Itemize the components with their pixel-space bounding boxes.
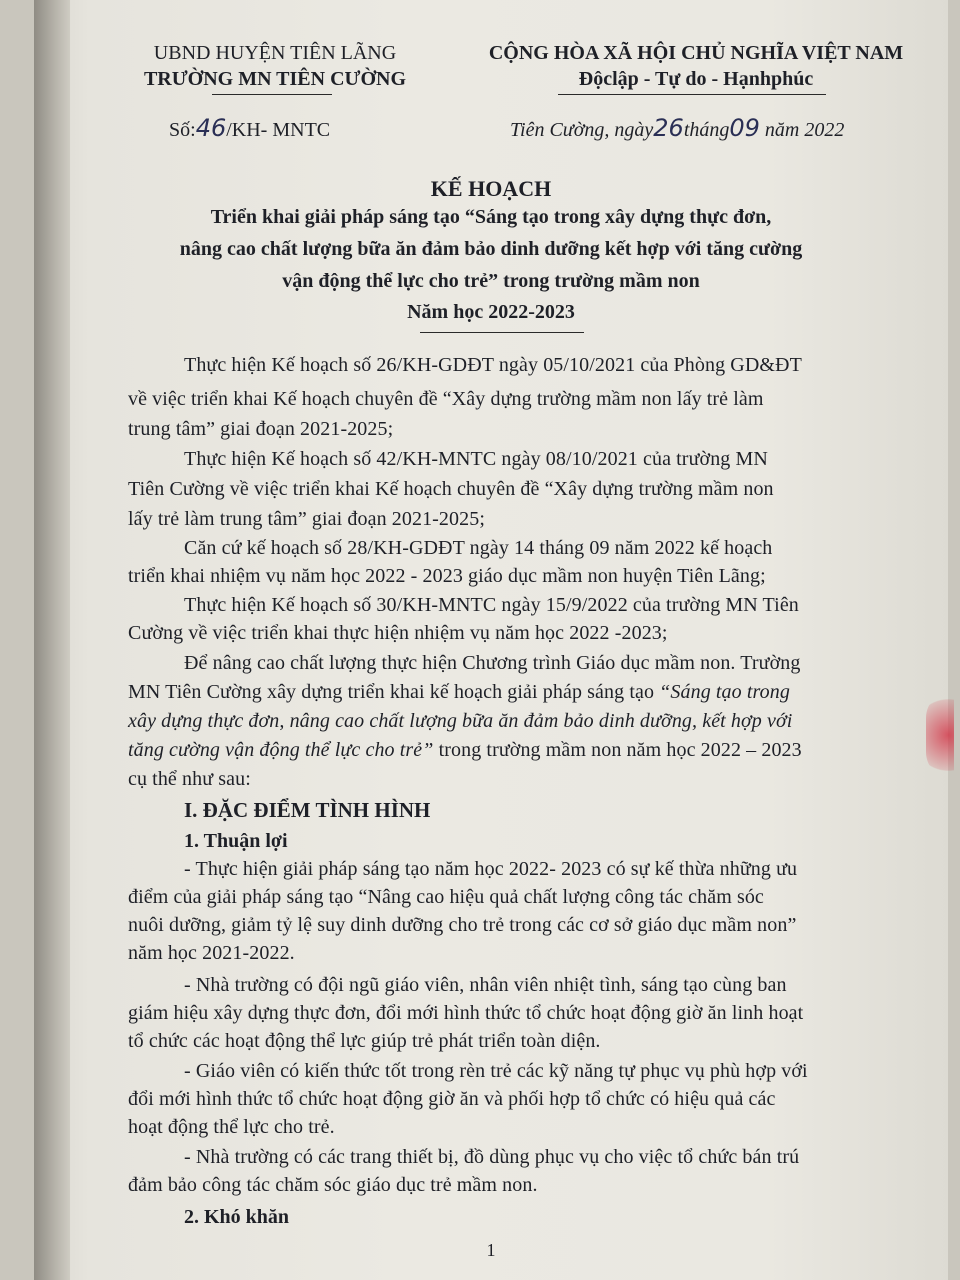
- national-title: CỘNG HÒA XÃ HỘI CHỦ NGHĨA VIỆT NAM: [488, 42, 904, 64]
- document-page: [34, 0, 948, 1280]
- subsection-difficulties: 2. Khó khăn: [184, 1206, 290, 1228]
- bullet2-line1: - Nhà trường có đội ngũ giáo viên, nhân viên nhiệt tình, sáng tạo cùng ban: [184, 974, 787, 996]
- bullet1-line1: - Thực hiện giải pháp sáng tạo năm học 2022- 2023 có sự kế thừa những ưu: [184, 858, 798, 880]
- agency-name: UBND HUYỆN TIÊN LÃNG: [153, 42, 397, 64]
- document-reference: [169, 114, 330, 142]
- para5-line2-text: MN Tiên Cường xây dựng triển khai kế hoạch giải pháp sáng tạo: [128, 681, 660, 703]
- para4-line1: Thực hiện Kế hoạch số 30/KH-MNTC ngày 15/9/2022 của trường MN Tiên: [184, 594, 799, 616]
- bullet3-line3: hoạt động thể lực cho trẻ.: [128, 1116, 335, 1138]
- document-title: KẾ HOẠCH: [430, 176, 552, 201]
- para1-line3: trung tâm” giai đoạn 2021-2025;: [128, 418, 394, 440]
- red-seal-edge: [926, 690, 954, 780]
- para5-line2-italic: “Sáng tạo trong: [659, 681, 790, 703]
- bullet3-line1: - Giáo viên có kiến thức tốt trong rèn trẻ các kỹ năng tự phục vụ phù hợp với: [184, 1060, 808, 1082]
- date-month-label: tháng: [683, 119, 730, 141]
- bullet2-line3: tổ chức các hoạt động thể lực giúp trẻ phát triển toàn diện.: [128, 1030, 601, 1052]
- bullet3-line2: đổi mới hình thức tổ chức hoạt động giờ ăn và phối hợp tổ chức có hiệu quả các: [128, 1088, 776, 1110]
- para5-line4: [128, 739, 802, 762]
- bullet1-line4: năm học 2021-2022.: [128, 942, 295, 964]
- header-right-rule: [558, 94, 826, 95]
- handwritten-month: 09: [729, 114, 760, 142]
- ref-prefix: Số:: [169, 119, 196, 141]
- section-heading-1: I. ĐẶC ĐIỂM TÌNH HÌNH: [184, 798, 431, 822]
- para5-line5: cụ thể như sau:: [128, 768, 251, 790]
- para5-line4-italic: tăng cường vận động thể lực cho trẻ”: [128, 739, 434, 761]
- date-line: [510, 114, 844, 142]
- para4-line2: Cường về việc triển khai thực hiện nhiệm vụ năm học 2022 -2023;: [128, 622, 668, 644]
- national-motto: Độclập - Tự do - Hạnhphúc: [578, 68, 814, 90]
- bullet2-line2: giám hiệu xây dựng thực đơn, đổi mới hình thức tổ chức hoạt động giờ ăn linh hoạt: [128, 1002, 804, 1024]
- ref-suffix: /KH- MNTC: [226, 119, 331, 141]
- bullet1-line2: điểm của giải pháp sáng tạo “Nâng cao hiệu quả chất lượng công tác chăm sóc: [128, 886, 764, 908]
- handwritten-day: 26: [653, 114, 684, 142]
- handwritten-ref-number: 46: [195, 114, 227, 142]
- para2-line3: lấy trẻ làm trung tâm” giai đoạn 2021-2025;: [128, 508, 485, 530]
- header-left-rule: [212, 94, 332, 95]
- title-line-3: vận động thể lực cho trẻ” trong trường mầm non: [282, 270, 700, 292]
- para5-line2: [128, 681, 790, 704]
- para1-line1: Thực hiện Kế hoạch số 26/KH-GDĐT ngày 05/10/2021 của Phòng GD&ĐT: [184, 354, 802, 376]
- bullet4-line2: đảm bảo công tác chăm sóc giáo dục trẻ mầm non.: [128, 1174, 538, 1196]
- para5-line4-text: trong trường mầm non năm học 2022 – 2023: [433, 739, 802, 761]
- para3-line2: triển khai nhiệm vụ năm học 2022 - 2023 giáo dục mầm non huyện Tiên Lãng;: [128, 565, 766, 587]
- school-name: TRƯỜNG MN TIÊN CƯỜNG: [143, 68, 407, 90]
- subsection-advantages: 1. Thuận lợi: [184, 830, 288, 852]
- para5-line1: Để nâng cao chất lượng thực hiện Chương trình Giáo dục mầm non. Trường: [184, 652, 801, 674]
- para2-line2: Tiên Cường về việc triển khai Kế hoạch chuyên đề “Xây dựng trường mầm non: [128, 478, 774, 500]
- title-rule: [420, 332, 584, 333]
- title-school-year: Năm học 2022-2023: [407, 301, 575, 323]
- title-line-1: Triển khai giải pháp sáng tạo “Sáng tạo trong xây dựng thực đơn,: [210, 206, 772, 228]
- page-number: 1: [486, 1240, 496, 1260]
- date-place: Tiên Cường, ngày: [510, 119, 654, 141]
- bullet4-line1: - Nhà trường có các trang thiết bị, đồ dùng phục vụ cho việc tổ chức bán trú: [184, 1146, 800, 1168]
- title-line-2: nâng cao chất lượng bữa ăn đảm bảo dinh dưỡng kết hợp với tăng cường: [179, 238, 803, 260]
- para1-line2: về việc triển khai Kế hoạch chuyên đề “Xây dựng trường mầm non lấy trẻ làm: [128, 388, 764, 410]
- para2-line1: Thực hiện Kế hoạch số 42/KH-MNTC ngày 08/10/2021 của trường MN: [184, 448, 768, 470]
- para5-line3: xây dựng thực đơn, nâng cao chất lượng bữa ăn đảm bảo dinh dưỡng, kết hợp với: [128, 710, 793, 732]
- bullet1-line3: nuôi dưỡng, giảm tỷ lệ suy dinh dưỡng cho trẻ trong các cơ sở giáo dục mầm non”: [128, 914, 797, 936]
- para3-line1: Căn cứ kế hoạch số 28/KH-GDĐT ngày 14 tháng 09 năm 2022 kế hoạch: [184, 537, 773, 559]
- date-year: năm 2022: [764, 119, 845, 141]
